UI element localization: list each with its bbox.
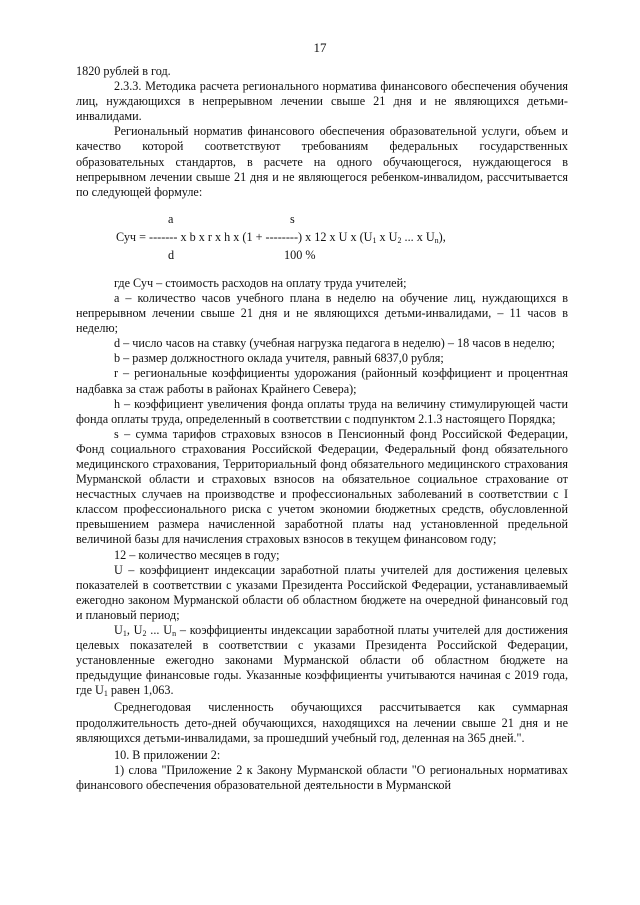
u-dots: ... U bbox=[146, 623, 173, 637]
formula-sub-n: n bbox=[434, 235, 439, 245]
formula-main-line bbox=[116, 230, 446, 245]
section-heading-2-3-3: 2.3.3. Методика расчета регионального норматива финансового обеспечения обучения лиц, нуждающихся в непрерывном лечении свыше 21 дня и не являющихся детьми-инвалидами. bbox=[76, 79, 568, 124]
u-sub-1: 1 bbox=[122, 629, 127, 638]
definition-d: d – число часов на ставку (учебная нагрузка педагога в неделю) – 18 часов в неделю; bbox=[114, 336, 555, 351]
item-10: 10. В приложении 2: bbox=[114, 747, 221, 762]
formula-denominator-d: d bbox=[168, 247, 175, 262]
definition-h: h – коэффициент увеличения фонда оплаты труда на величину стимулирующей части фонда оплаты труда, определенный в соответствии с подпунктом 2.1.3 настоящего Порядка; bbox=[76, 396, 568, 426]
page-number: 17 bbox=[313, 40, 327, 55]
formula-sub-1: 1 bbox=[372, 235, 377, 245]
item-10-1: 1) слова "Приложение 2 к Закону Мурманской области "О региональных нормативах финансового обеспечения образовательной деятельности в Мурманской bbox=[76, 762, 568, 792]
u-sub-1b: 1 bbox=[103, 689, 108, 699]
definition-s: s – сумма тарифов страховых взносов в Пенсионный фонд Российской Федерации, Фонд социального страхования Российской Федерации, Федеральный фонд обязательного медицинского страхования, Территориальный фонд обязательного медицинского страхования Мурманской области и страховых взносов на обязательное социальное страхование от несчастных случаев на производстве и профессиональных заболеваний в соответствии с I классом профессионального риска с учетом экономии бюджетных средств, обусловленной превышением размера начисленной заработной платы над установленной предельной величиной базы для начисления страховых взносов в текущем финансовом году; bbox=[76, 426, 568, 547]
u-letter: U bbox=[114, 623, 123, 637]
formula-mid-1: x U bbox=[376, 229, 398, 244]
definition-r: r – региональные коэффициенты удорожания (районный коэффициент и процентная надбавка за стаж работы в районах Крайнего Севера); bbox=[76, 366, 568, 396]
definition-12: 12 – количество месяцев в году; bbox=[114, 547, 280, 562]
formula-denominator-100: 100 % bbox=[284, 247, 316, 262]
formula-main-text: Суч = ------- x b x r x h x (1 + --------) x 12 x U x (U bbox=[116, 229, 373, 244]
definition-u1-un bbox=[76, 623, 568, 698]
paragraph-0: 1820 рублей в год. bbox=[76, 64, 171, 78]
definition-such: где Суч – стоимость расходов на оплату труда учителей; bbox=[114, 275, 407, 290]
document-body bbox=[76, 64, 568, 793]
formula-sub-2: 2 bbox=[397, 235, 402, 245]
u-text: – коэффициенты индексации заработной платы учителей для достижения целевых показателей в соответствии с указами Президента Российской Федерации, установленные ежегодно законами Мурманской области об областном бюджете на предыдущие финансовые годы. Указанные коэффициенты учитываются начиная с 2019 года, где U bbox=[76, 623, 568, 698]
definition-a: a – количество часов учебного плана в неделю на обучение лиц, нуждающихся в непрерывном лечении свыше 21 дня и не являющихся детьми-инвалидами, – 11 часов в неделю; bbox=[76, 290, 568, 336]
u-end: равен 1,063. bbox=[107, 683, 174, 698]
formula-mid-2: ... x U bbox=[401, 229, 435, 244]
formula bbox=[76, 210, 568, 268]
formula-numerator-a: a bbox=[168, 211, 174, 226]
u-sub-n: n bbox=[172, 629, 177, 638]
definition-u: U – коэффициент индексации заработной платы учителей для достижения целевых показателей в соответствии с указами Президента Российской Федерации, устанавливаемый ежегодно законом Мурманской области об областном бюджете на очередной финансовый год и плановый период; bbox=[76, 562, 568, 622]
paragraph-intro: Региональный норматив финансового обеспечения образовательной услуги, объем и качество которой соответствуют требованиям федеральных государственных образовательных стандартов, в расчете на одного обучающегося, нуждающегося в непрерывном лечении свыше 21 дня и не являющегося ребенком-инвалидом, рассчитывается по следующей формуле: bbox=[76, 124, 568, 199]
formula-numerator-s: s bbox=[290, 211, 295, 226]
u-comma: , U bbox=[126, 623, 143, 637]
paragraph-average: Среднегодовая численность обучающихся рассчитывается как суммарная продолжительность дето-дней обучающихся, находящихся на лечении свыше 21 дня и не являющихся детьми-инвалидами, за прошедший учебный год, деленная на 365 дней.". bbox=[76, 700, 568, 745]
definition-b: b – размер должностного оклада учителя, равный 6837,0 рубля; bbox=[114, 351, 444, 366]
formula-tail: ), bbox=[438, 229, 446, 244]
u-sub-2: 2 bbox=[142, 629, 147, 638]
